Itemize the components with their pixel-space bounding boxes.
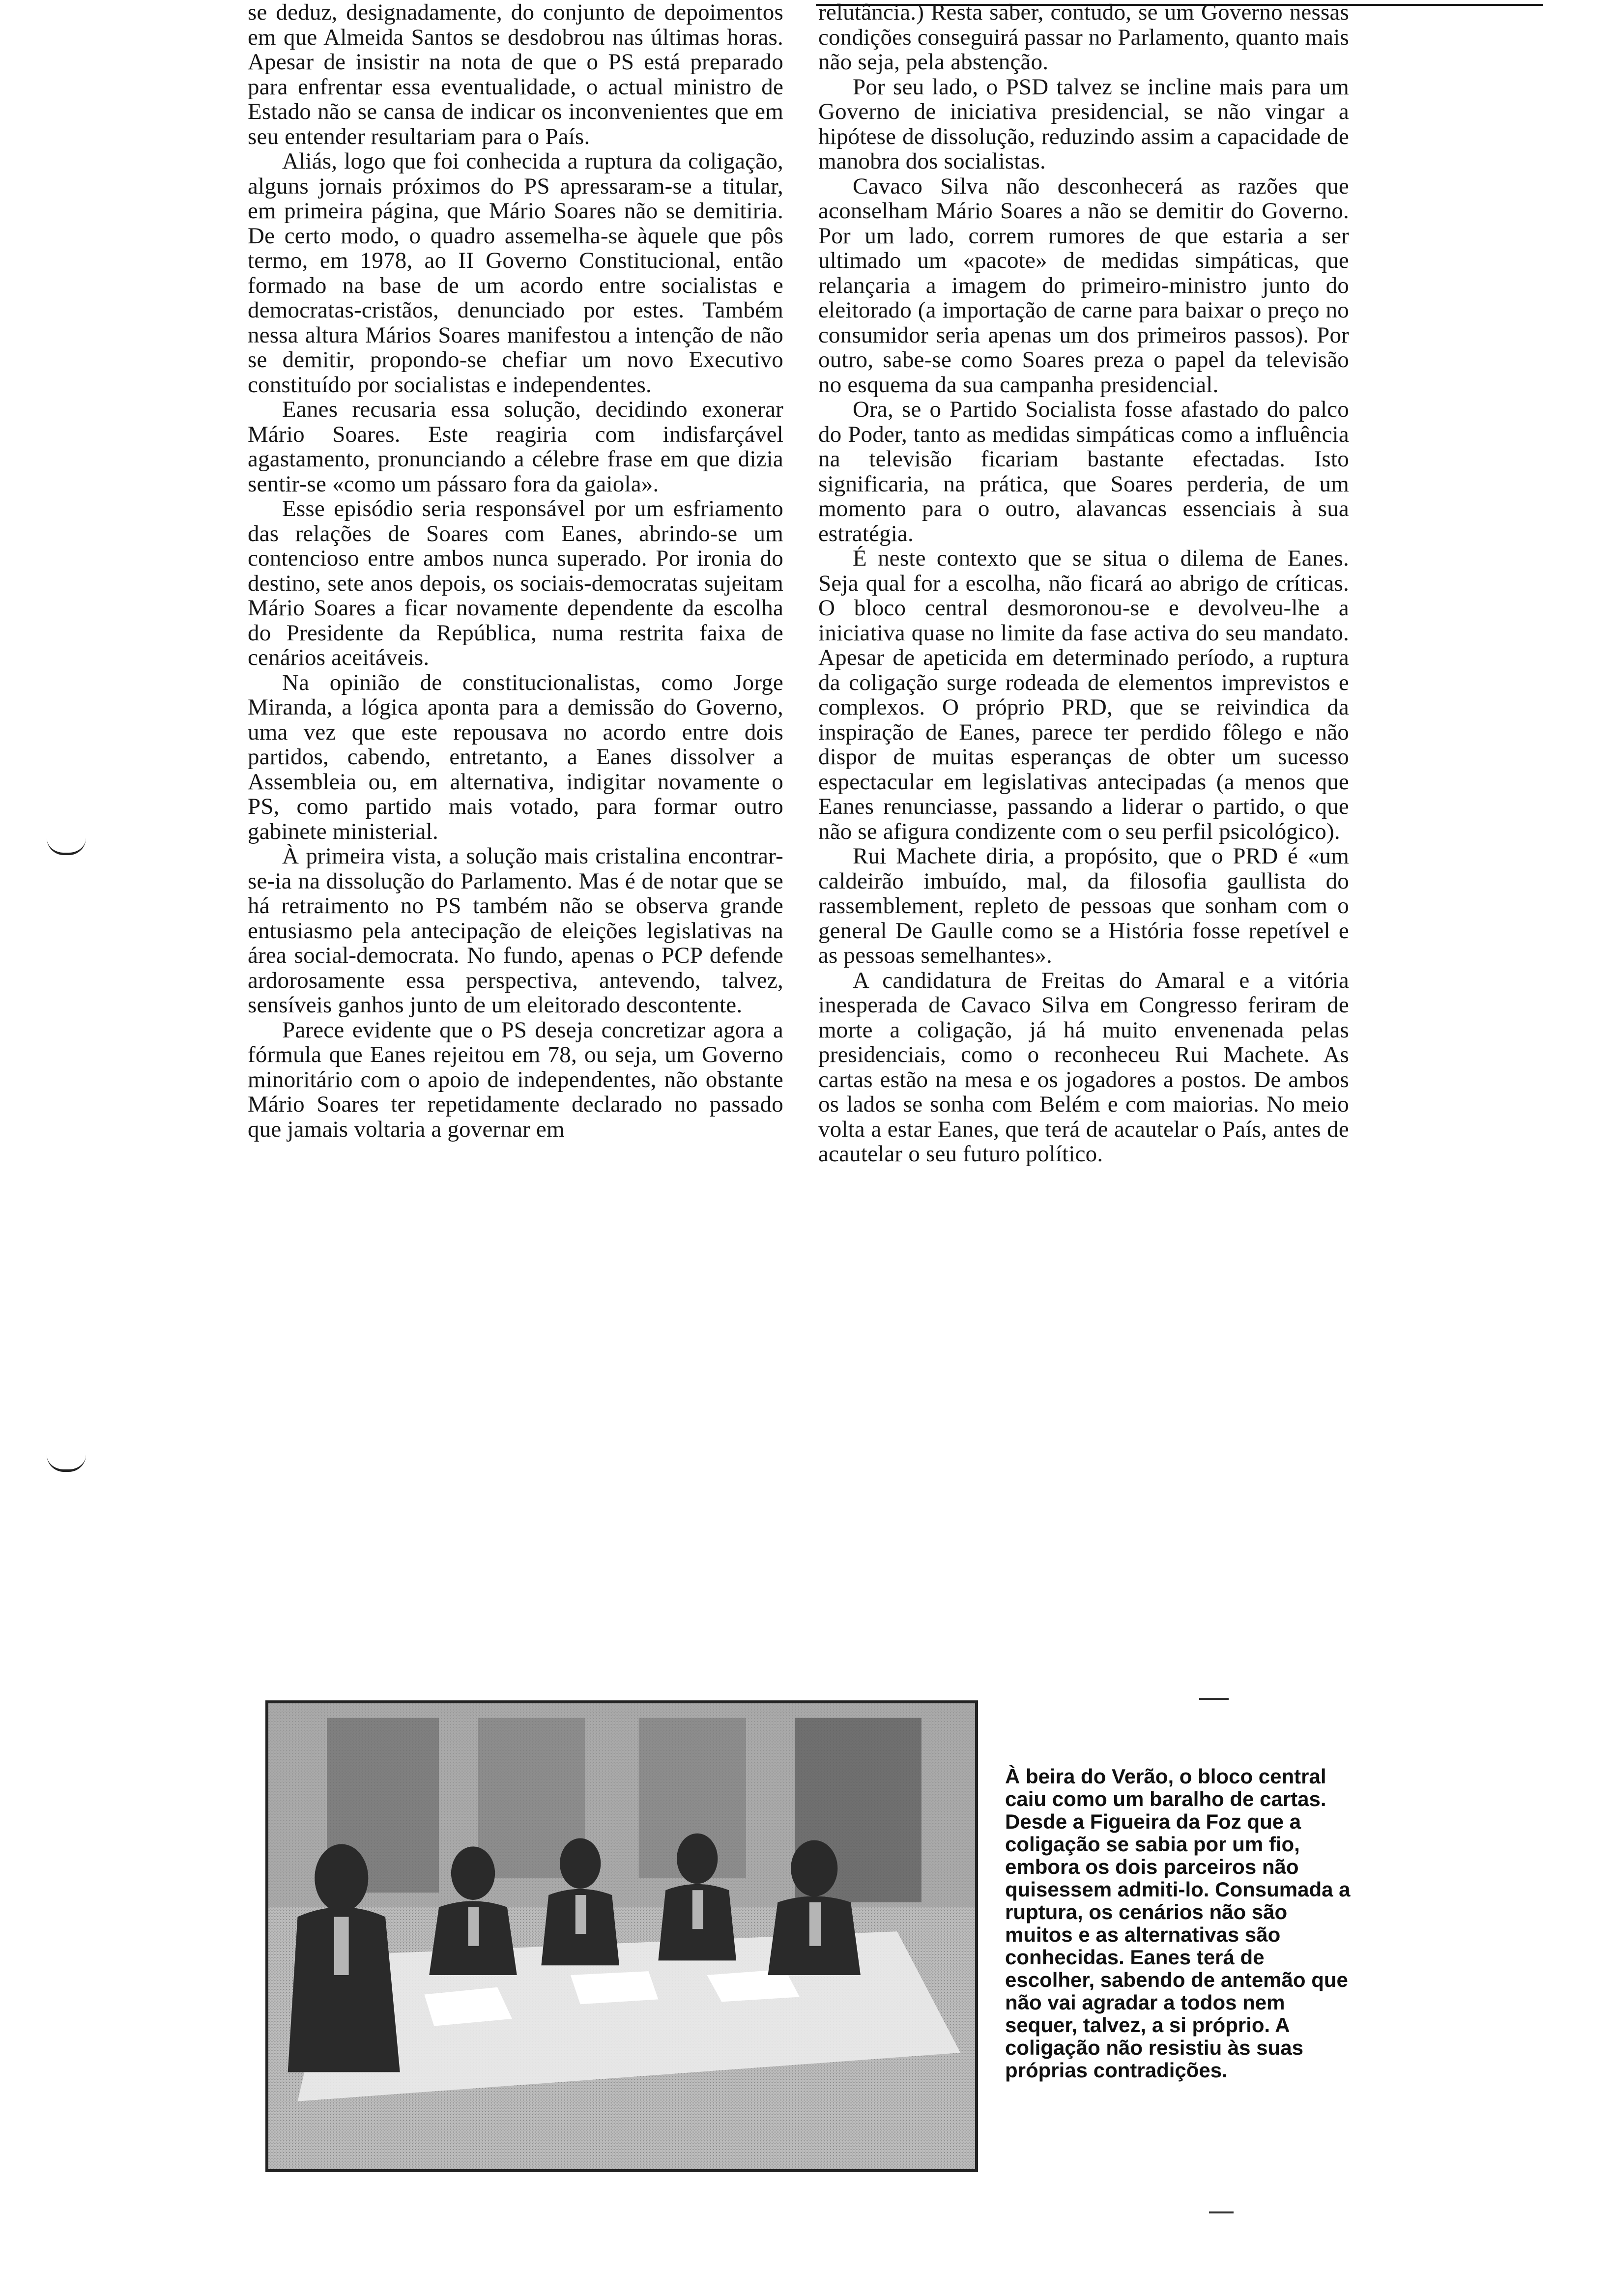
- paragraph: se deduz, designadamente, do conjunto de depoimentos em que Almeida Santos se desdobrou nas últimas horas. Apesar de insistir na nota de que o PS está preparado para enfrentar essa eventualidade, o actual ministro de Estado não se cansa de indicar os inconvenientes que em seu entender resultariam para o País.: [248, 0, 783, 149]
- margin-mark: [47, 838, 86, 855]
- paragraph: Rui Machete diria, a propósito, que o PRD é «um caldeirão imbuído, mal, da filosofia gaullista do rassemblement, repleto de pessoas que sonham com o general De Gaulle como se a História fosse repetível e as pessoas semelhantes».: [818, 843, 1349, 968]
- paragraph: À primeira vista, a solução mais cristalina encontrar-se-ia na dissolução do Parlamento. Mas é de notar que se há retraimento no PS também não se observa grande entusiasmo pela antecipação de eleições legislativas na área social-democrata. No fundo, apenas o PCP defende ardorosamente essa perspectiva, antevendo, talvez, sensíveis ganhos junto de um eleitorado descontente.: [248, 843, 783, 1018]
- paragraph: Por seu lado, o PSD talvez se incline mais para um Governo de iniciativa presidencial, se não vingar a hipótese de dissolução, reduzindo assim a capacidade de manobra dos socialistas.: [818, 74, 1349, 174]
- article-column-right: [818, 0, 1349, 1167]
- article-column-left: [248, 0, 783, 1142]
- paragraph: Parece evidente que o PS deseja concretizar agora a fórmula que Eanes rejeitou em 78, ou seja, um Governo minoritário com o apoio de independentes, não obstante Mário Soares ter repetidamente declarado no passado que jamais voltaria a governar em: [248, 1017, 783, 1142]
- news-photo: [265, 1700, 978, 2172]
- paragraph: Aliás, logo que foi conhecida a ruptura da coligação, alguns jornais próximos do PS apressaram-se a titular, em primeira página, que Mário Soares não se demitiria. De certo modo, o quadro assemelha-se àquele que pôs termo, em 1978, ao II Governo Constitucional, então formado na base de um acordo entre socialistas e democratas-cristãos, denunciado por estes. Também nessa altura Mários Soares manifestou a intenção de não se demitir, propondo-se chefiar um novo Executivo constituído por socialistas e independentes.: [248, 148, 783, 398]
- meeting-photo-illustration: [268, 1703, 975, 2169]
- paragraph: A candidatura de Freitas do Amaral e a vitória inesperada de Cavaco Silva em Congresso feriram de morte a coligação, já há muito envenenada pelas presidenciais, como o reconheceu Rui Machete. As cartas estão na mesa e os jogadores a postos. De ambos os lados se sonha com Belém e com maiorias. No meio volta a estar Eanes, que terá de acautelar o País, antes de acautelar o seu futuro político.: [818, 967, 1349, 1167]
- paragraph: Cavaco Silva não desconhecerá as razões que aconselham Mário Soares a não se demitir do Governo. Por um lado, correm rumores de que estaria a ser ultimado um «pacote» de medidas simpáticas, que relançaria a imagem do primeiro-ministro junto do eleitorado (a importação de carne para baixar o preço no consumidor seria apenas um dos primeiros passos). Por outro, sabe-se como Soares preza o papel da televisão no esquema da sua campanha presidencial.: [818, 173, 1349, 398]
- paragraph: Ora, se o Partido Socialista fosse afastado do palco do Poder, tanto as medidas simpáticas como a influência na televisão ficariam bastante efectadas. Isto significaria, na prática, que Soares perderia, de um momento para o outro, alavancas essenciais à sua estratégia.: [818, 397, 1349, 546]
- paragraph: Na opinião de constitucionalistas, como Jorge Miranda, a lógica aponta para a demissão do Governo, uma vez que este repousava no acordo entre dois partidos, cabendo, entretanto, a Eanes dissolver a Assembleia ou, em alternativa, indigitar novamente o PS, como partido mais votado, para formar outro gabinete ministerial.: [248, 669, 783, 844]
- stray-mark: [1209, 2211, 1234, 2213]
- paragraph: relutância.) Resta saber, contudo, se um Governo nessas condições conseguirá passar no Parlamento, quanto mais não seja, pela abstenção.: [818, 0, 1349, 75]
- stray-mark: [1199, 1698, 1229, 1700]
- photo-caption: À beira do Verão, o bloco central caiu como um baralho de cartas. Desde a Figueira da Foz que a coligação se sabia por um fio, embora os dois parceiros não quisessem admiti-lo. Consumada a ruptura, os cenários não são muitos e as alternativas são conhecidas. Eanes terá de escolher, sabendo de antemão que não vai agradar a todos nem sequer, talvez, a si próprio. A coligação não resistiu às suas próprias contradições.: [1005, 1765, 1351, 2082]
- paragraph: Esse episódio seria responsável por um esfriamento das relações de Soares com Eanes, abrindo-se um contencioso entre ambos nunca superado. Por ironia do destino, sete anos depois, os sociais-democratas sujeitam Mário Soares a ficar novamente dependente da escolha do Presidente da República, numa restrita faixa de cenários aceitáveis.: [248, 496, 783, 670]
- margin-mark: [47, 1455, 86, 1472]
- paragraph: Eanes recusaria essa solução, decidindo exonerar Mário Soares. Este reagiria com indisfarçável agastamento, pronunciando a célebre frase em que dizia sentir-se «como um pássaro fora da gaiola».: [248, 397, 783, 497]
- paragraph: É neste contexto que se situa o dilema de Eanes. Seja qual for a escolha, não ficará ao abrigo de críticas. O bloco central desmoronou-se e devolveu-lhe a iniciativa quase no limite da fase activa do seu mandato. Apesar de apeticida em determinado período, a ruptura da coligação surge rodeada de elementos imprevistos e complexos. O próprio PRD, que se reivindica da inspiração de Eanes, parece ter perdido fôlego e não dispor de muitas esperanças de obter um sucesso espectacular em legislativas antecipadas (a menos que Eanes renunciasse, passando a liderar o partido, o que não se afigura condizente com o seu perfil psicológico).: [818, 545, 1349, 844]
